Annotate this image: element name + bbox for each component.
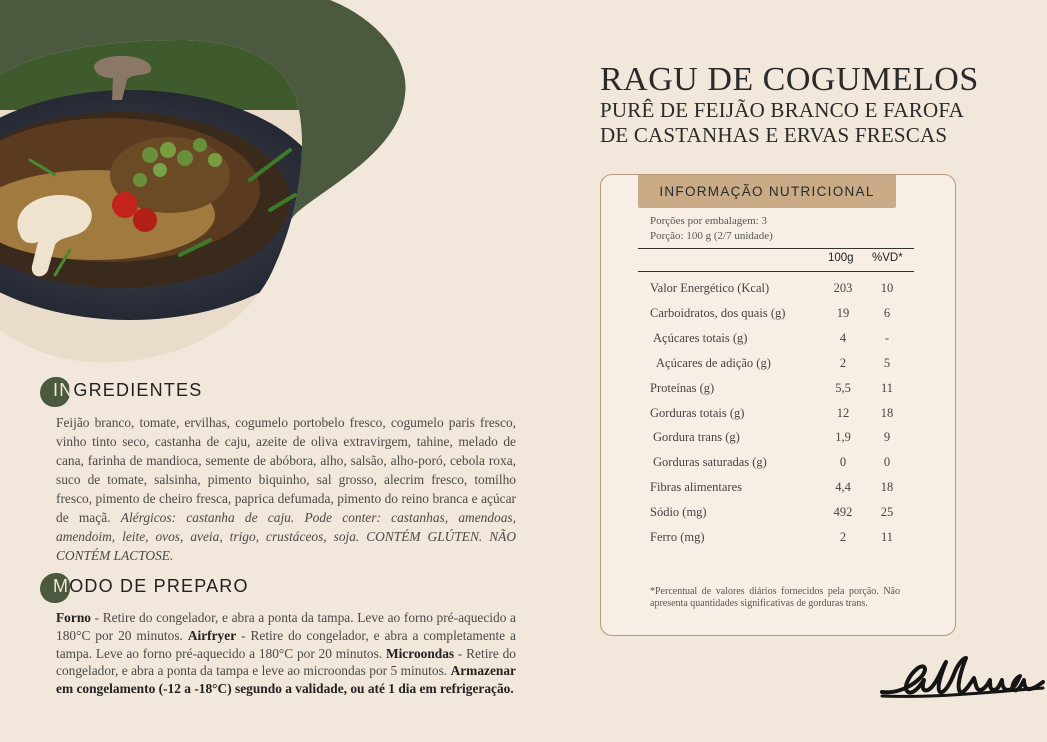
nutrition-row-label: Sódio (mg)	[650, 505, 707, 520]
dish-photo	[0, 0, 420, 380]
dish-subtitle-2: DE CASTANHAS E ERVAS FRESCAS	[600, 123, 948, 147]
allma-logo	[880, 654, 1045, 706]
nutrition-panel	[600, 174, 956, 636]
nutrition-row-vd: 9	[883, 430, 891, 445]
nutrition-row-vd: 10	[880, 281, 894, 295]
nutrition-row-100g: 2	[839, 355, 847, 370]
nutrition-row-vd: -	[884, 330, 890, 345]
nutrition-row-100g: 1,9	[835, 430, 851, 445]
nutrition-row-100g: 5,5	[835, 380, 851, 395]
nutrition-heading: INFORMAÇÃO NUTRICIONAL	[638, 175, 896, 208]
nutrition-row-label: Açúcares totais (g)	[653, 330, 748, 345]
allergens-text: Alérgicos: castanha de caju. Pode conter: castanhas, amendoas, amendoim, leite, ovos, aveia, trigo, crustáceos, soja. CONTÉM GLÚTEN. NÃO CONTÉM LACTOSE.	[56, 510, 516, 563]
nutrition-row-vd: 5	[883, 355, 891, 370]
portion-text: Porção: 100 g (2/7 unidade)	[650, 230, 773, 242]
nutrition-row-label: Ferro (mg)	[650, 530, 705, 544]
col-vd: %VD*	[872, 252, 903, 264]
col-100g: 100g	[828, 252, 854, 264]
nutrition-footnote: *Percentual de valores diários fornecidos pela porção. Não apresenta quantidades significativas de gorduras trans.	[650, 586, 900, 609]
ingredients-heading: INGREDIENTES	[40, 380, 202, 401]
nutrition-row-100g: 2	[839, 530, 847, 544]
nutrition-row-100g: 203	[833, 281, 853, 295]
nutrition-row-label: Açúcares de adição (g)	[656, 355, 771, 370]
servings-text: Porções por embalagem: 3	[650, 215, 767, 227]
nutrition-row-100g: 12	[836, 405, 850, 420]
preparation-heading: MODO DE PREPARO	[40, 576, 249, 597]
dish-title-block	[600, 62, 979, 148]
nutrition-row-vd: 0	[883, 455, 891, 470]
nutrition-row-vd: 6	[883, 305, 891, 320]
nutrition-row-label: Gorduras saturadas (g)	[653, 455, 767, 470]
dish-subtitle-1: PURÊ DE FEIJÃO BRANCO E FAROFA	[600, 98, 965, 122]
nutrition-row-100g: 19	[836, 305, 850, 320]
nutrition-row-label: Carboidratos, dos quais (g)	[650, 305, 786, 320]
nutrition-row-label: Gordura trans (g)	[653, 430, 740, 445]
nutrition-row-vd: 18	[880, 405, 894, 420]
nutrition-row-vd: 18	[880, 480, 894, 495]
nutrition-row-vd: 11	[880, 380, 894, 395]
nutrition-row-vd: 25	[880, 505, 894, 520]
nutrition-row-label: Proteínas (g)	[650, 380, 715, 395]
ingredients-text: Feijão branco, tomate, ervilhas, cogumelo portobelo fresco, cogumelo paris fresco, vinho tinto seco, castanha de caju, azeite de oliva extravirgem, tahine, melado de cana, farinha de mandioca, semente de abóbora, alho, salsão, alho-poró, cebola roxa, suco de tomate, salsinha, pimento biquinho, sal grosso, alecrim fresco, tomilho fresco, pimento de cheiro fresca, paprica defumada, pimento do reino branca e açúcar de maçã. Alérgicos: castanha de caju. Pode conter: castanhas, amendoas, amendoim, leite, ovos, aveia, trigo, crustáceos, soja. CONTÉM GLÚTEN. NÃO CONTÉM LACTOSE.	[56, 415, 516, 563]
nutrition-row-100g: 0	[839, 455, 847, 470]
nutrition-row-100g: 492	[833, 505, 853, 520]
dish-title: RAGU DE COGUMELOS	[600, 61, 979, 98]
nutrition-row-label: Valor Energético (Kcal)	[650, 281, 770, 295]
nutrition-row-label: Fibras alimentares	[650, 480, 742, 495]
nutrition-row-label: Gorduras totais (g)	[650, 405, 745, 420]
nutrition-row-vd: 11	[880, 530, 894, 544]
nutrition-table-header	[638, 248, 914, 272]
nutrition-row-100g: 4,4	[835, 480, 851, 495]
preparation-text: Forno - Retire do congelador, e abra a ponta da tampa. Leve ao forno pré-aquecido a 180°C por 20 minutos. Airfryer - Retire do congelador, e abra a completamente a tampa. Leve ao forno pré-aquecido a 180°C por 20 minutos. Microondas - Retire do congelador, e abra a ponta da tampa e leve ao microondas por 5 minutos. Armazenar em congelamento (-12 a -18°C) segundo a validade, ou até 1 dia em refrigeração.	[56, 610, 516, 697]
nutrition-row-100g: 4	[839, 330, 847, 345]
